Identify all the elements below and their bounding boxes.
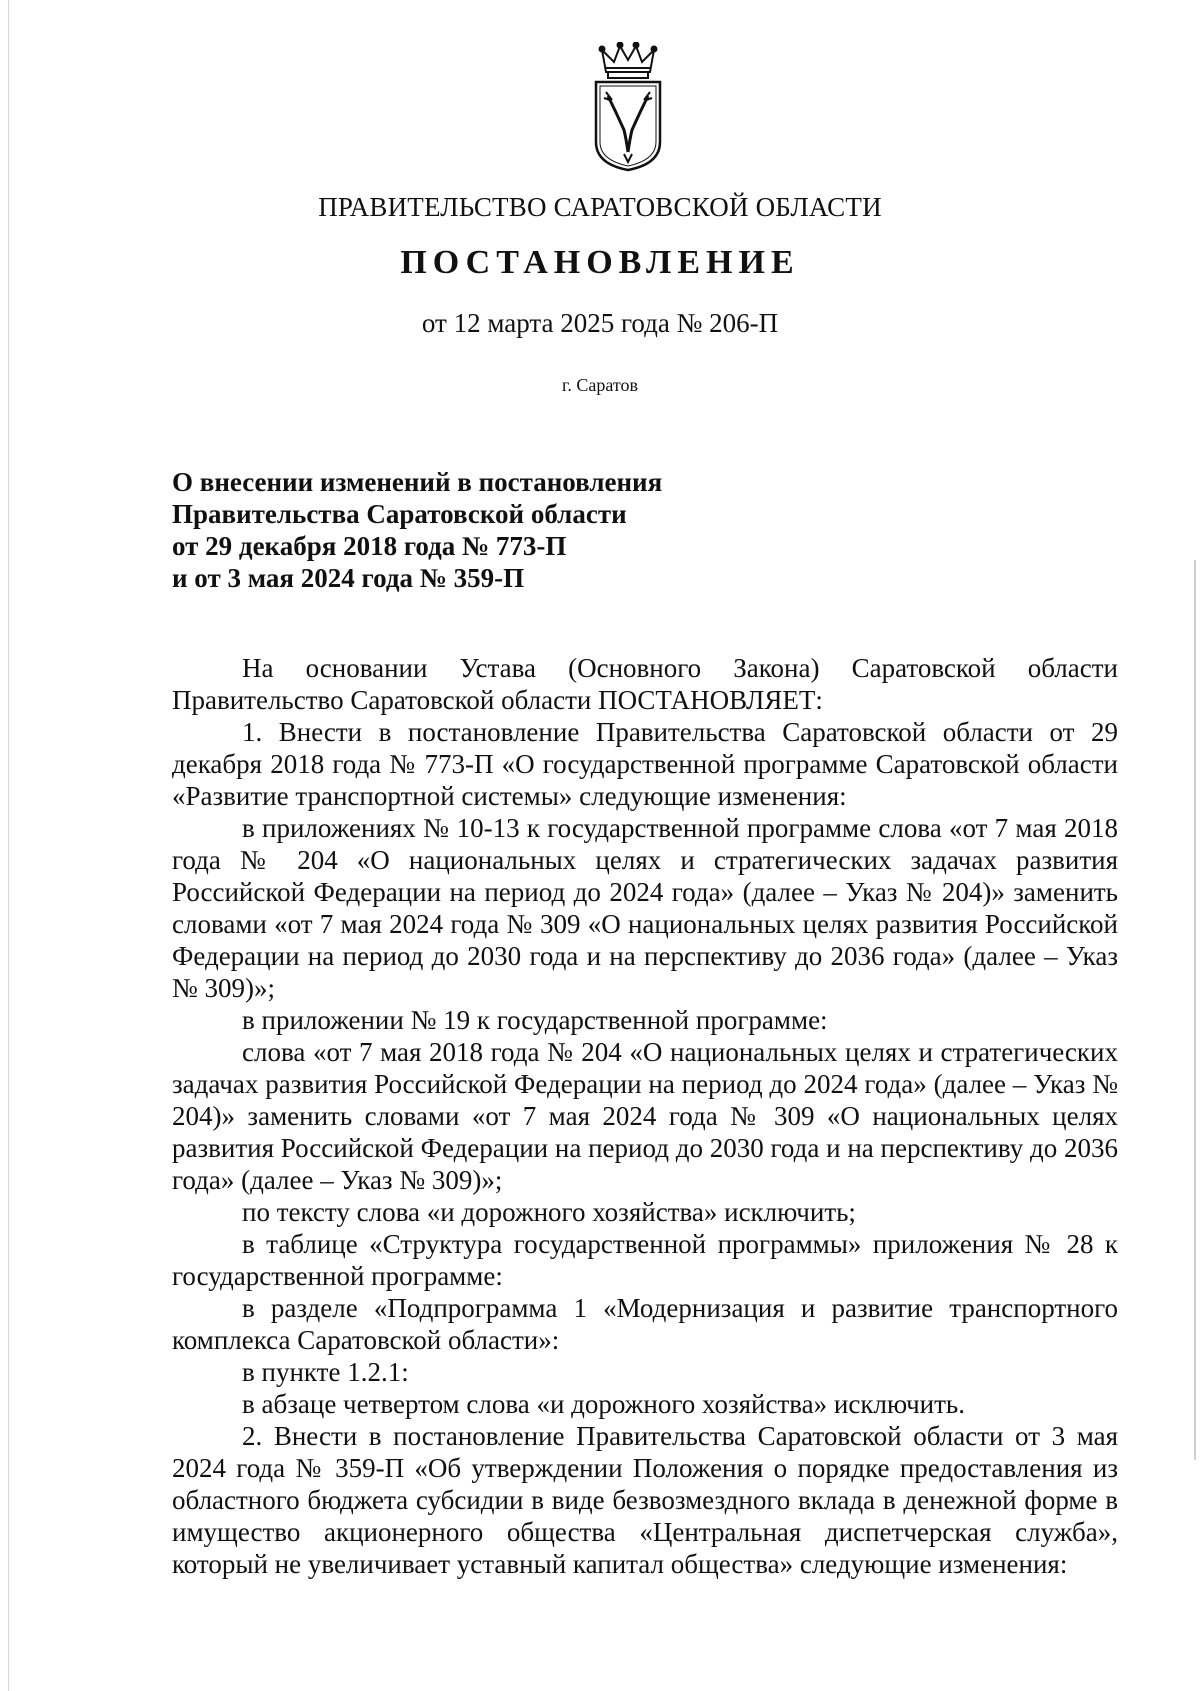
coat-of-arms-icon: [586, 42, 670, 172]
subject-line: Правительства Саратовской области: [172, 499, 627, 529]
subject-line: и от 3 мая 2024 года № 359-П: [172, 563, 525, 593]
body-paragraph: в пункте 1.2.1:: [242, 1357, 409, 1387]
body-paragraph: по тексту слова «и дорожного хозяйства» исключить;: [242, 1197, 856, 1227]
subject-line: О внесении изменений в постановления: [172, 467, 663, 497]
body-paragraph: в абзаце четвертом слова «и дорожного хозяйства» исключить.: [242, 1389, 965, 1419]
document-subject: [172, 466, 872, 594]
document-date-number: от 12 марта 2025 года № 206-П: [421, 308, 779, 338]
subject-line: от 29 декабря 2018 года № 773-П: [172, 531, 567, 561]
document-body: [172, 652, 1118, 1580]
body-paragraph: в приложениях № 10-13 к государственной программе слова «от 7 мая 2018 года № 204 «О национальных целях и стратегических задачах развития Российской Федерации на период до 2024 года» (далее – Указ № 204)» заменить словами «от 7 мая 2024 года № 309 «О национальных целях развития Российской Федерации на период до 2030 года и на перспективу до 2036 года» (далее – Указ № 309)»;: [172, 813, 1118, 1003]
document-type: ПОСТАНОВЛЕНИЕ: [400, 244, 800, 281]
organization-title: ПРАВИТЕЛЬСТВО САРАТОВСКОЙ ОБЛАСТИ: [318, 192, 882, 222]
scan-edge-right: [1194, 560, 1196, 1460]
body-paragraph: в таблице «Структура государственной программы» приложения № 28 к государственной программе:: [172, 1229, 1118, 1291]
body-paragraph-preamble: На основании Устава (Основного Закона) Саратовской области Правительство Саратовской области ПОСТАНОВЛЯЕТ:: [172, 653, 1118, 715]
document-city: г. Саратов: [562, 375, 638, 395]
body-paragraph: слова «от 7 мая 2018 года № 204 «О национальных целях и стратегических задачах развития Российской Федерации на период до 2024 года» (далее – Указ № 204)» заменить словами «от 7 мая 2024 года № 309 «О национальных целях развития Российской Федерации на период до 2030 года и на перспективу до 2036 года» (далее – Указ № 309)»;: [172, 1037, 1118, 1195]
body-paragraph-item-2: 2. Внести в постановление Правительства Саратовской области от 3 мая 2024 года № 359-П «Об утверждении Положения о порядке предоставления из областного бюджета субсидии в виде безвозмездного вклада в денежной форме в имущество акционерного общества «Центральная диспетчерская служба», который не увеличивает уставный капитал общества» следующие изменения:: [172, 1421, 1118, 1579]
body-paragraph: в приложении № 19 к государственной программе:: [242, 1005, 828, 1035]
body-paragraph-item-1: 1. Внести в постановление Правительства Саратовской области от 29 декабря 2018 года № 773-П «О государственной программе Саратовской области «Развитие транспортной системы» следующие изменения:: [172, 717, 1118, 811]
body-paragraph: в разделе «Подпрограмма 1 «Модернизация и развитие транспортного комплекса Саратовской области»:: [172, 1293, 1118, 1355]
